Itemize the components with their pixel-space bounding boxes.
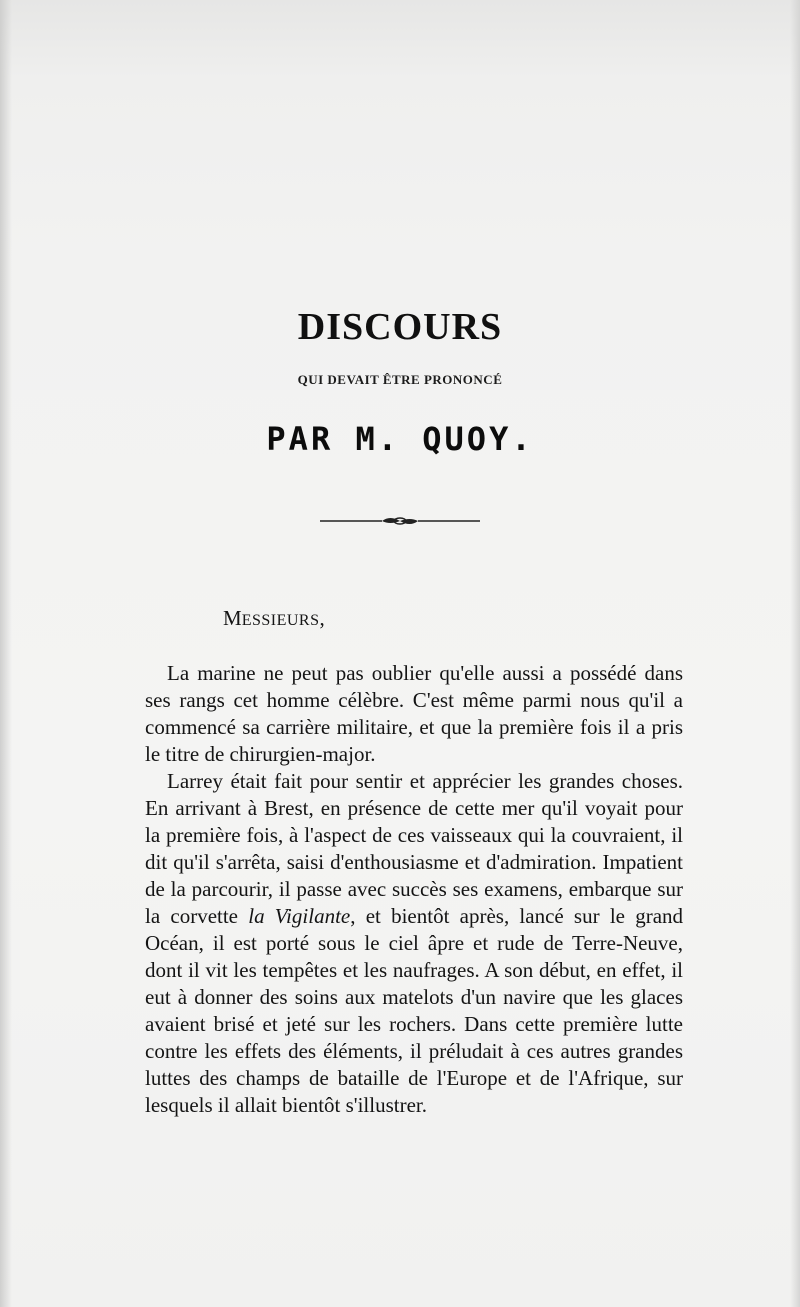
salutation-initial: M xyxy=(223,606,242,630)
page-title: DISCOURS xyxy=(297,306,503,348)
salutation-rest: ESSIEURS xyxy=(241,612,320,629)
paragraph-2 xyxy=(145,768,683,1119)
ship-name: la Vigilante xyxy=(248,904,351,928)
page-edge-shadow-right xyxy=(790,0,800,1307)
paragraph-2-text-start: Larrey était fait pour sentir et apprécier les grandes choses. En arrivant à Brest, en présence de cette mer qu'il voyait pour la première fois, à l'aspect de ces vaisseaux qui la couvraient, il dit qu'il s'arrêta, saisi d'enthousiasme et d'admiration. Impatient de la parcourir, il passe avec succès ses examens, embarque sur la corvette xyxy=(145,769,683,928)
body-text xyxy=(145,660,683,1119)
page-subtitle: QUI DEVAIT ÊTRE PRONONCÉ xyxy=(297,372,503,387)
paragraph-1-text: La marine ne peut pas oublier qu'elle aussi a possédé dans ses rangs cet homme célèbre. C'est même parmi nous qu'il a commencé sa carrière militaire, et que la première fois il a pris le titre de chirurgien-major. xyxy=(145,661,683,766)
paragraph-2-text-end: , et bientôt après, lancé sur le grand Océan, il est porté sous le ciel âpre et rude de Terre-Neuve, dont il vit les tempêtes et les naufrages. A son début, en effet, il eut à donner des soins aux matelots d'un navire que les glaces avaient brisé et jeté sur les rochers. Dans cette première lutte contre les effets des éléments, il préludait à ces autres grandes luttes des champs de bataille de l'Europe et de l'Afrique, sur lesquels il allait bientôt s'illustrer. xyxy=(145,904,684,1117)
page-edge-shadow-left xyxy=(0,0,12,1307)
author-line: PAR M. QUOY. xyxy=(266,420,534,458)
salutation-punctuation: , xyxy=(319,606,325,630)
paragraph-1 xyxy=(145,660,683,768)
salutation xyxy=(223,606,325,631)
ornament-divider xyxy=(320,513,480,529)
